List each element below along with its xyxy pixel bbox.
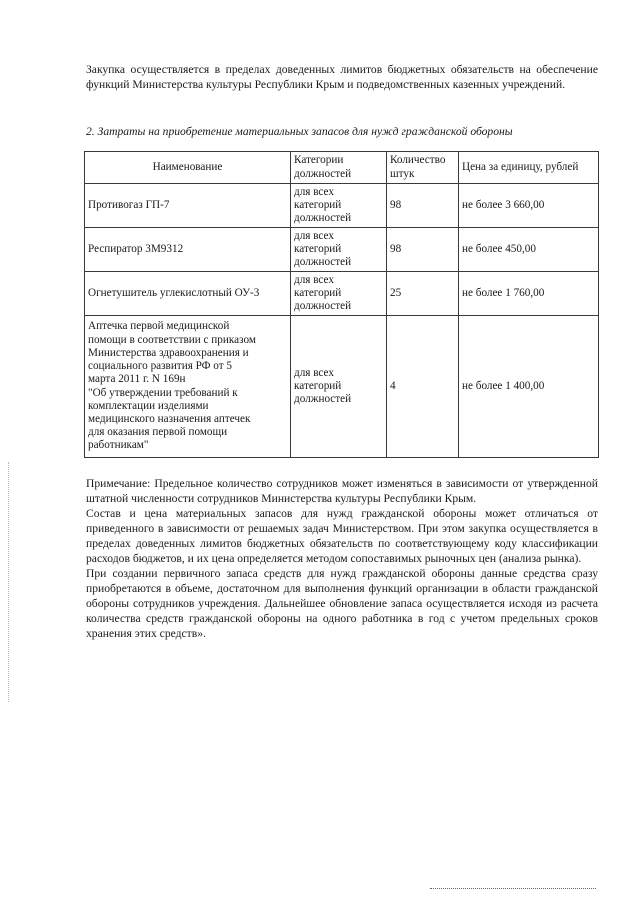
cell-price: не более 1 760,00 xyxy=(459,272,599,316)
cell-price: не более 3 660,00 xyxy=(459,184,599,228)
cell-category: для всех категорий должностей xyxy=(291,316,387,458)
intro-paragraph: Закупка осуществляется в пределах доведенных лимитов бюджетных обязательств на обеспечение функций Министерства культуры Республики Крым и подведомственных казенных учреждений. xyxy=(86,63,598,91)
cell-category: для всех категорий должностей xyxy=(291,184,387,228)
header-price: Цена за единицу, рублей xyxy=(459,152,599,184)
cell-name: Огнетушитель углекислотный ОУ-3 xyxy=(85,272,291,316)
cell-price: не более 450,00 xyxy=(459,228,599,272)
note-paragraph-3: При создании первичного запаса средств для нужд гражданской обороны данные средства сразу приобретаются в объеме, достаточном для выполнения функций организации в области гражданской обороны сотрудников учреждения. Дальнейшее обновление запаса осуществляется исходя из расчета количества средств гражданской обороны на одного работника в год с учетом предельных сроков хранения этих средств». xyxy=(86,567,598,640)
cell-quantity: 4 xyxy=(387,316,459,458)
cell-price: не более 1 400,00 xyxy=(459,316,599,458)
cell-quantity: 98 xyxy=(387,184,459,228)
header-quantity: Количество штук xyxy=(387,152,459,184)
signature-line xyxy=(430,888,596,889)
table-row xyxy=(85,316,599,458)
header-category: Категории должностей xyxy=(291,152,387,184)
civil-defense-supplies-table xyxy=(84,151,599,458)
cell-category: для всех категорий должностей xyxy=(291,272,387,316)
cell-name: Респиратор 3М9312 xyxy=(85,228,291,272)
table-row xyxy=(85,228,599,272)
cell-quantity: 98 xyxy=(387,228,459,272)
margin-binding-marks xyxy=(8,462,10,702)
table-row xyxy=(85,184,599,228)
header-name: Наименование xyxy=(85,152,291,184)
cell-name: Противогаз ГП-7 xyxy=(85,184,291,228)
cell-category: для всех категорий должностей xyxy=(291,228,387,272)
section-heading: 2. Затраты на приобретение материальных запасов для нужд гражданской обороны xyxy=(86,125,513,138)
table-header-row xyxy=(85,152,599,184)
cell-quantity: 25 xyxy=(387,272,459,316)
note-paragraph-1: Примечание: Предельное количество сотрудников может изменяться в зависимости от утвержденной штатной численности сотрудников Министерства культуры Республики Крым. xyxy=(86,477,598,505)
note-paragraph-2: Состав и цена материальных запасов для нужд гражданской обороны может отличаться от приведенного в зависимости от решаемых задач Министерством. При этом закупка осуществляется в пределах доведенных лимитов бюджетных обязательств по соответствующему коду классификации расходов бюджетов, и их цена определяется методом сопоставимых рыночных цен (анализа рынка). xyxy=(86,507,598,565)
table-row xyxy=(85,272,599,316)
note-block xyxy=(86,476,598,641)
cell-name: Аптечка первой медицинской помощи в соответствии с приказом Министерства здравоохранения и социального развития РФ от 5 марта 2011 г. N 169н "Об утверждении требований к комплектации изделиями медицинского назначения аптечек для оказания первой помощи работникам" xyxy=(85,316,291,458)
